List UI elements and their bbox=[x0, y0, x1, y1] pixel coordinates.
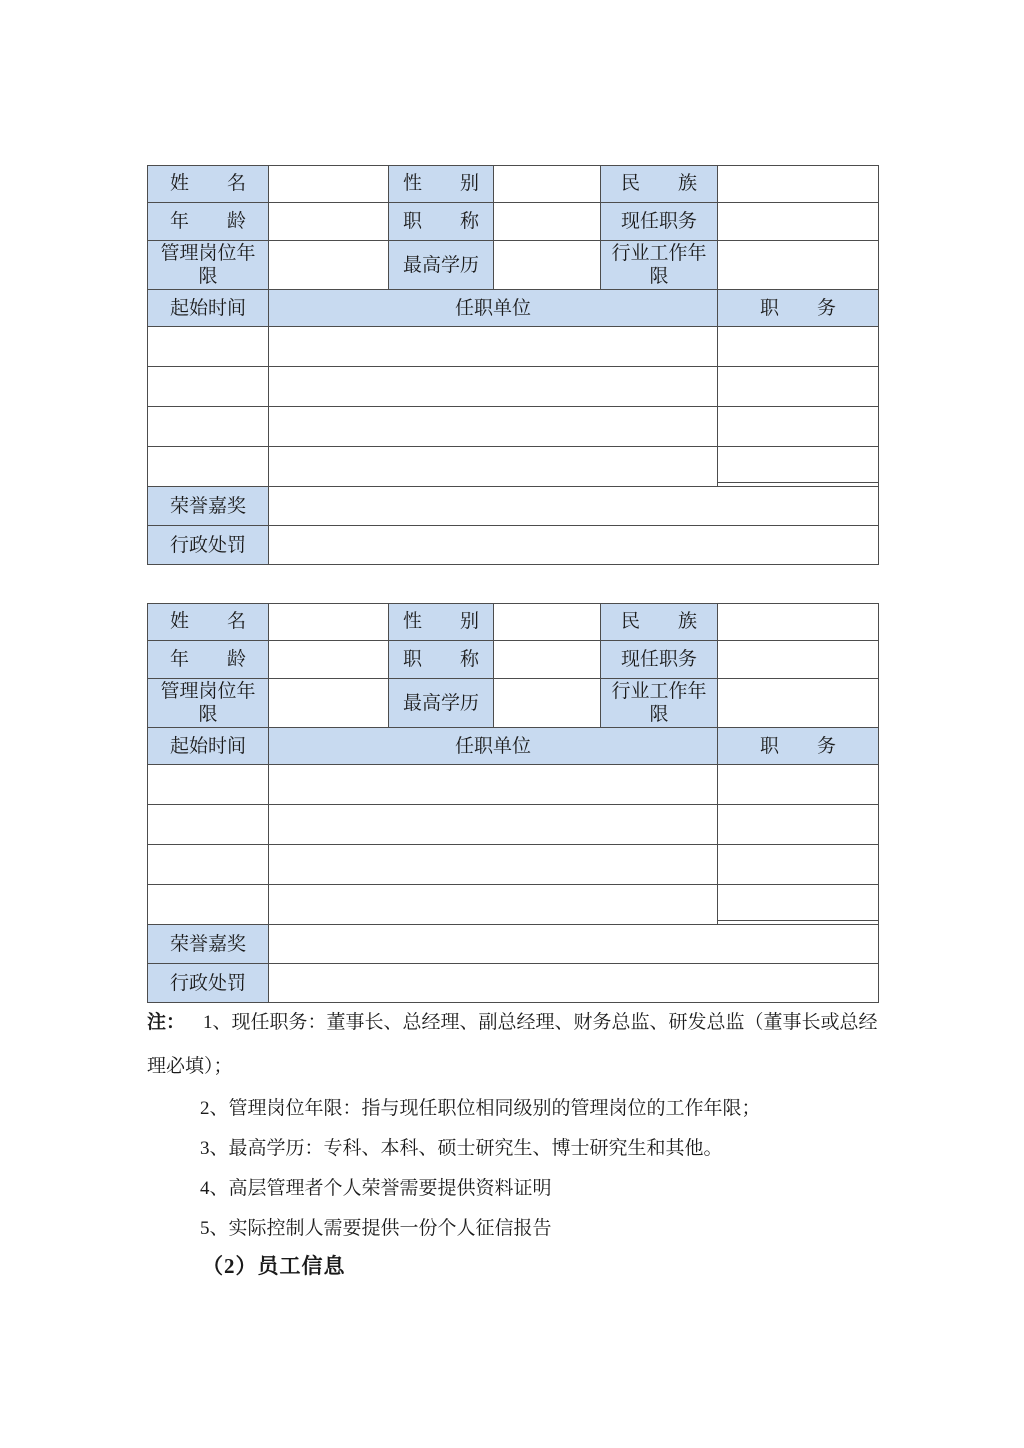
start-time-input-cell[interactable] bbox=[148, 805, 269, 845]
gender-label: 性 别 bbox=[389, 604, 494, 641]
section-heading-employee-info: （2）员工信息 bbox=[202, 1254, 346, 1278]
employer-input-cell[interactable] bbox=[269, 845, 718, 885]
employer-label: 任职单位 bbox=[269, 728, 718, 765]
honors-awards-input-cell[interactable] bbox=[269, 925, 879, 964]
gender-label: 性 别 bbox=[389, 166, 494, 203]
administrative-penalty-label: 行政处罚 bbox=[148, 964, 269, 1003]
gender-input-cell[interactable] bbox=[494, 166, 601, 203]
penalty-row bbox=[148, 964, 879, 1003]
work-history-row bbox=[148, 367, 879, 407]
position-input-cell[interactable] bbox=[718, 407, 879, 447]
start-time-input-cell[interactable] bbox=[148, 327, 269, 367]
note-item-2: 2、管理岗位年限：指与现任职位相同级别的管理岗位的工作年限； bbox=[200, 1098, 761, 1119]
position-label: 职 务 bbox=[718, 728, 879, 765]
start-time-input-cell[interactable] bbox=[148, 885, 269, 925]
position-input-cell[interactable] bbox=[718, 327, 879, 367]
management-post-years-input-cell[interactable] bbox=[269, 241, 389, 290]
work-history-row bbox=[148, 327, 879, 367]
industry-work-years-input-cell[interactable] bbox=[718, 241, 879, 290]
work-history-row bbox=[148, 447, 879, 487]
gender-input-cell[interactable] bbox=[494, 604, 601, 641]
table-row-basic-1 bbox=[148, 166, 879, 203]
age-label: 年 龄 bbox=[148, 641, 269, 679]
table-row-basic-2 bbox=[148, 641, 879, 679]
position-input-cell[interactable] bbox=[718, 805, 879, 845]
work-history-row bbox=[148, 407, 879, 447]
administrative-penalty-label: 行政处罚 bbox=[148, 526, 269, 565]
highest-education-input-cell[interactable] bbox=[494, 679, 601, 728]
start-time-input-cell[interactable] bbox=[148, 845, 269, 885]
start-time-input-cell[interactable] bbox=[148, 447, 269, 487]
start-time-input-cell[interactable] bbox=[148, 367, 269, 407]
industry-work-years-label: 行业工作年限 bbox=[601, 241, 718, 290]
penalty-row bbox=[148, 526, 879, 565]
name-label: 姓 名 bbox=[148, 166, 269, 203]
position-label: 职 务 bbox=[718, 290, 879, 327]
note-item-3: 3、最高学历：专科、本科、硕士研究生、博士研究生和其他。 bbox=[200, 1138, 723, 1159]
senior-manager-profile-table-1 bbox=[147, 165, 879, 565]
employer-label: 任职单位 bbox=[269, 290, 718, 327]
start-time-input-cell[interactable] bbox=[148, 407, 269, 447]
management-post-years-label: 管理岗位年限 bbox=[148, 679, 269, 728]
age-input-cell[interactable] bbox=[269, 203, 389, 241]
employer-input-cell[interactable] bbox=[269, 885, 718, 925]
employer-input-cell[interactable] bbox=[269, 407, 718, 447]
honors-row bbox=[148, 487, 879, 526]
honors-awards-label: 荣誉嘉奖 bbox=[148, 925, 269, 964]
employer-input-cell[interactable] bbox=[269, 765, 718, 805]
ethnicity-input-cell[interactable] bbox=[718, 604, 879, 641]
administrative-penalty-input-cell[interactable] bbox=[269, 526, 879, 565]
highest-education-input-cell[interactable] bbox=[494, 241, 601, 290]
work-history-row bbox=[148, 845, 879, 885]
note-item-5: 5、实际控制人需要提供一份个人征信报告 bbox=[200, 1218, 552, 1239]
start-time-label: 起始时间 bbox=[148, 728, 269, 765]
work-history-row bbox=[148, 765, 879, 805]
note-item-4: 4、高层管理者个人荣誉需要提供资料证明 bbox=[200, 1178, 552, 1199]
work-history-row bbox=[148, 805, 879, 845]
work-history-header-row bbox=[148, 728, 879, 765]
name-label: 姓 名 bbox=[148, 604, 269, 641]
administrative-penalty-input-cell[interactable] bbox=[269, 964, 879, 1003]
professional-title-label: 职 称 bbox=[389, 203, 494, 241]
honors-row bbox=[148, 925, 879, 964]
start-time-label: 起始时间 bbox=[148, 290, 269, 327]
current-position-input-cell[interactable] bbox=[718, 641, 879, 679]
notes-section bbox=[147, 1001, 883, 1281]
honors-awards-label: 荣誉嘉奖 bbox=[148, 487, 269, 526]
industry-work-years-label: 行业工作年限 bbox=[601, 679, 718, 728]
start-time-input-cell[interactable] bbox=[148, 765, 269, 805]
position-input-cell[interactable] bbox=[718, 765, 879, 805]
position-input-cell[interactable] bbox=[718, 367, 879, 407]
name-input-cell[interactable] bbox=[269, 604, 389, 641]
professional-title-input-cell[interactable] bbox=[494, 641, 601, 679]
ethnicity-label: 民 族 bbox=[601, 604, 718, 641]
table-row-basic-1 bbox=[148, 604, 879, 641]
table-row-basic-2 bbox=[148, 203, 879, 241]
age-input-cell[interactable] bbox=[269, 641, 389, 679]
highest-education-label: 最高学历 bbox=[389, 679, 494, 728]
employer-input-cell[interactable] bbox=[269, 327, 718, 367]
work-history-row bbox=[148, 885, 879, 925]
name-input-cell[interactable] bbox=[269, 166, 389, 203]
professional-title-label: 职 称 bbox=[389, 641, 494, 679]
highest-education-label: 最高学历 bbox=[389, 241, 494, 290]
work-history-header-row bbox=[148, 290, 879, 327]
note-item-1: 1、现任职务：董事长、总经理、副总经理、财务总监、研发总监（董事长或总经理必填）； bbox=[147, 1012, 878, 1077]
current-position-label: 现任职务 bbox=[601, 641, 718, 679]
position-input-cell[interactable] bbox=[718, 447, 879, 487]
management-post-years-input-cell[interactable] bbox=[269, 679, 389, 728]
ethnicity-label: 民 族 bbox=[601, 166, 718, 203]
industry-work-years-input-cell[interactable] bbox=[718, 679, 879, 728]
note-line bbox=[147, 1001, 883, 1089]
table-row-basic-3 bbox=[148, 241, 879, 290]
current-position-input-cell[interactable] bbox=[718, 203, 879, 241]
position-input-cell[interactable] bbox=[718, 845, 879, 885]
notes-prefix: 注： bbox=[147, 1012, 186, 1033]
honors-awards-input-cell[interactable] bbox=[269, 487, 879, 526]
table-row-basic-3 bbox=[148, 679, 879, 728]
current-position-label: 现任职务 bbox=[601, 203, 718, 241]
senior-manager-profile-table-2 bbox=[147, 603, 879, 1003]
management-post-years-label: 管理岗位年限 bbox=[148, 241, 269, 290]
employer-input-cell[interactable] bbox=[269, 805, 718, 845]
employer-input-cell[interactable] bbox=[269, 447, 718, 487]
professional-title-input-cell[interactable] bbox=[494, 203, 601, 241]
position-input-cell[interactable] bbox=[718, 885, 879, 925]
age-label: 年 龄 bbox=[148, 203, 269, 241]
employer-input-cell[interactable] bbox=[269, 367, 718, 407]
ethnicity-input-cell[interactable] bbox=[718, 166, 879, 203]
